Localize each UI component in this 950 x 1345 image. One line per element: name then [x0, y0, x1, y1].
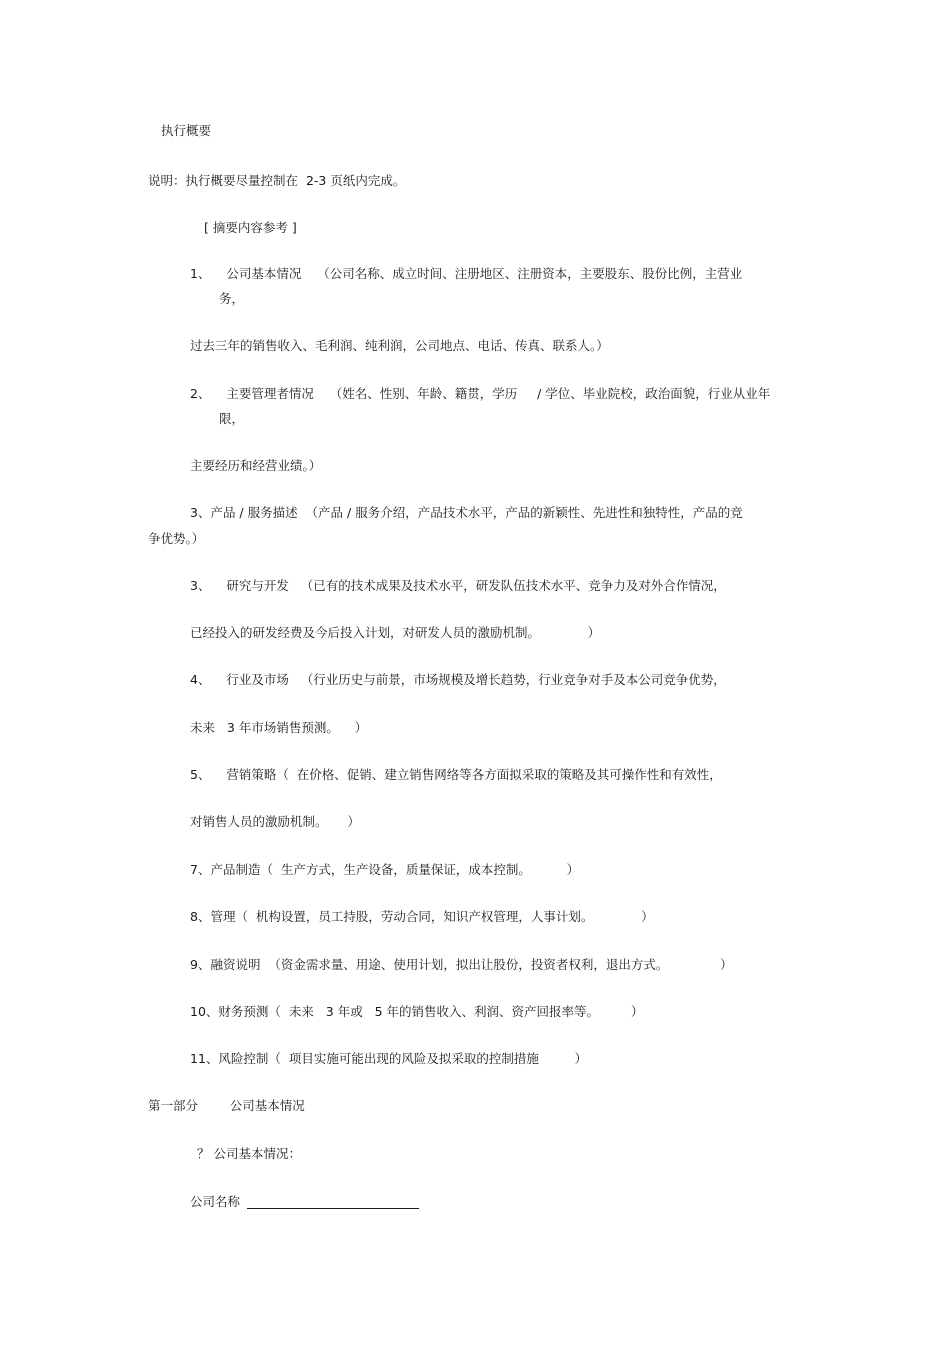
part-1-heading: 第一部分 公司基本情况	[148, 1098, 305, 1113]
item-7: 7、产品制造（ 生产方式，生产设备，质量保证，成本控制。 ）	[190, 862, 580, 877]
item-9: 9、融资说明 （资金需求量、用途、使用计划，拟出让股份，投资者权利，退出方式。 ）	[190, 957, 733, 972]
item-2-line-1: 2、 主要管理者情况 （姓名、性别、年龄、籍贯，学历 / 学位、毕业院校，政治面貌，行业从业年	[190, 386, 771, 401]
item-10: 10、财务预测（ 未来 3 年或 5 年的销售收入、利润、资产回报率等。 ）	[190, 1004, 644, 1019]
item-8: 8、管理（ 机构设置，员工持股，劳动合同，知识产权管理，人事计划。 ）	[190, 909, 654, 924]
item-4-line-2: 已经投入的研发经费及今后投入计划，对研发人员的激励机制。 ）	[190, 625, 601, 640]
item-11: 11、风险控制（ 项目实施可能出现的风险及拟采取的控制措施 ）	[190, 1051, 588, 1066]
company-name-blank[interactable]	[247, 1208, 419, 1209]
item-3-line-1: 3、产品 / 服务描述 （产品 / 服务介绍，产品技术水平，产品的新颖性、先进性和独特性，产品的竞	[190, 505, 743, 520]
part-1-subheading: ？ 公司基本情况：	[197, 1146, 301, 1161]
item-5-line-2: 未来 3 年市场销售预测。 ）	[190, 720, 368, 735]
item-1-line-3: 过去三年的销售收入、毛利润、纯利润，公司地点、电话、传真、联系人。）	[190, 338, 609, 353]
item-3-line-2: 争优势。）	[148, 531, 205, 546]
item-6-line-2: 对销售人员的激励机制。 ）	[190, 814, 360, 829]
page-title: 执行概要	[161, 123, 212, 138]
item-1-line-1: 1、 公司基本情况 （公司名称、成立时间、注册地区、注册资本，主要股东、股份比例，主营业	[190, 266, 743, 281]
summary-heading: [ 摘要内容参考 ]	[204, 220, 297, 235]
item-1-line-2: 务，	[219, 291, 245, 306]
item-2-line-2: 限，	[219, 411, 245, 426]
item-5-line-1: 4、 行业及市场 （行业历史与前景，市场规模及增长趋势，行业竞争对手及本公司竞争优势，	[190, 672, 726, 687]
item-6-line-1: 5、 营销策略（ 在价格、促销、建立销售网络等各方面拟采取的策略及其可操作性和有效性，	[190, 767, 722, 782]
company-name-label: 公司名称	[190, 1194, 241, 1209]
item-4-line-1: 3、 研究与开发 （已有的技术成果及技术水平，研发队伍技术水平、竞争力及对外合作情况，	[190, 578, 726, 593]
instruction-note: 说明：执行概要尽量控制在 2-3 页纸内完成。	[148, 173, 406, 188]
item-2-line-3: 主要经历和经营业绩。）	[190, 458, 322, 473]
